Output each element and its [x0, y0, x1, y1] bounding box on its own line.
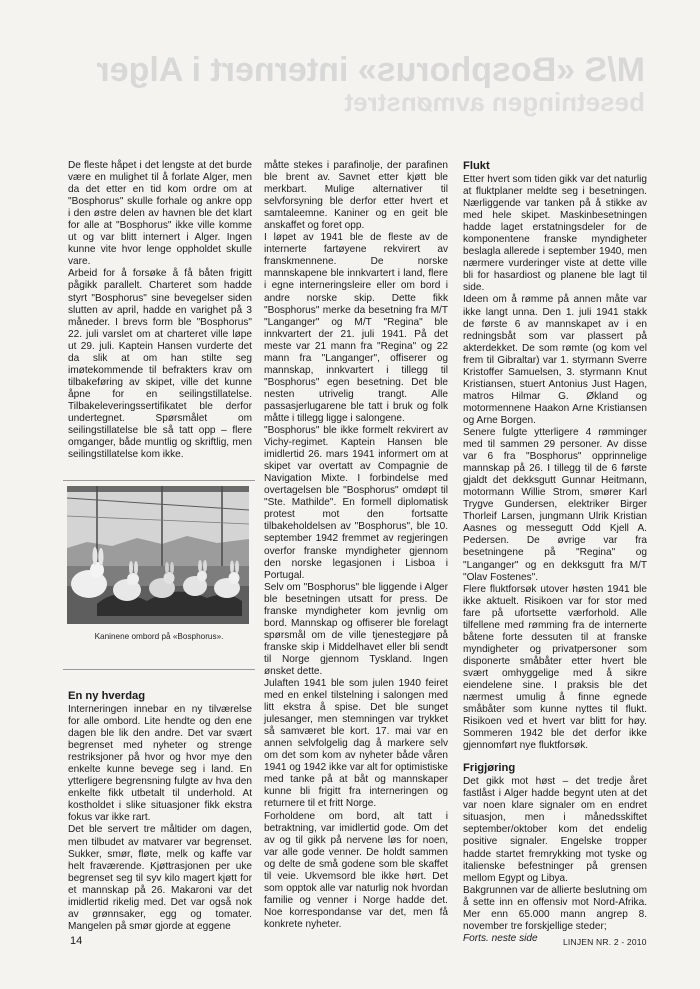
section-heading-frigjoring: Frigjøring: [463, 762, 516, 775]
section-body: Interneringen innebar en ny tilværelse for alle ombord. Lite hendte og den ene dagen ble lik den andre. Det var svært begrenset med nyheter og strenge restriksjoner på hvor og hvor mye den enkelte kunne bevege seg i land. En ytterligere begrensning fulgte av hva den enkelte fikk utbetalt til underhold. At kostholdet i slike situasjoner fikk ekstra fokus var ikke rart. Det ble servert tre måltider om dagen, men tilbudet av matvarer var begrenset. Sukker, smør, fløte, melk og kaffe var helt fraværende. Kjøttrasjonen per uke begrenset seg til syv kilo magert kjøtt for et mannskap på 26. Makaroni var det imidlertid rikelig med. Det var også nok av grønnsaker, egg og tomater. Mangelen på smør gjorde at eggene: [68, 704, 252, 932]
column-2: [264, 160, 448, 931]
rabbits-photo: [67, 486, 249, 624]
section-ny-hverdag: [68, 690, 252, 933]
section-heading-flukt: Flukt: [463, 160, 490, 172]
section-heading: En ny hverdag: [68, 690, 146, 702]
journal-footer: LINJEN NR. 2 - 2010: [563, 937, 647, 947]
photo-caption: Kaninene ombord på «Bosphorus».: [94, 632, 224, 641]
continued-note: Forts. neste side: [463, 932, 538, 944]
ghost-subtitle: besetningen avmønstret: [344, 87, 645, 117]
section-body-frigjoring: Det gikk mot høst – det tredje året fastlåst i Alger hadde begynt uten at det var noen klare signaler om en endret situasjon, men i månedsskiftet september/oktober kom det endelig positive signaler. Engelske tropper hadde startet fremrykking mot tyske og italienske befestninger på grensen mellom Egypt og Libya. Bakgrunnen var de allierte beslutning om å sette inn en offensiv mot Nord-Afrika. Mer enn 65.000 mann angrep 8. november tre forskjellige steder;: [463, 776, 647, 932]
ghost-title: M/S «Bosphorus» internert i Alger: [96, 52, 645, 89]
section-body-flukt: Etter hvert som tiden gikk var det naturlig at fluktplaner meldte seg i besetningen. Nærliggende var tanken på å stikke av med hele skipet. Maskinbesetningen hadde laget erstatningsdeler for de komponentene franske myndigheter beslagla allerede i september 1940, men nærmere vurderinger viste at dette ville bli for hasardiost og planene ble lagt til side. Ideen om å rømme på annen måte var ikke langt unna. Den 1. juli 1941 stakk de første 6 av mannskapet av i en redningsbåt som var plassert på akterdekket. De som rømte (og kom vel frem til Gibraltar) var 1. styrmann Sverre Kristoffer Samuelsen, 3. styrmann Knut Kristiansen, stuert Antonius Just Hagen, matros Hilmar G. Økland og motormennene Haakon Arne Kristiansen og Arne Borgen. Senere fulgte ytterligere 4 rømminger med til sammen 29 personer. Av disse var 6 fra "Bosphorus" opprinnelige mannskap på 26. I tillegg til de 6 første gjaldt det dekksgutt Gunnar Heitmann, motormann Willie Strom, smører Karl Trygve Gundersen, elektriker Birger Thorleif Larsen, jungmann Ulrik Kristian Aasnes og messegutt Odd Kjell A. Pedersen. De øvrige var fra besetningene på "Regina" og "Langanger" og en dekksgutt fra M/T "Olav Fostenes". Flere fluktforsøk utover høsten 1941 ble ikke aktuelt. Risikoen var for stor med fare på ufortsette værforhold. Alle tilfellene med rømming fra de internerte båtene forte dessuten til at franske myndigheter og privatpersoner som disponerte småbåter etter hvert ble svært omhyggelige med å sikre eiendelene sine. I praksis ble det nærmest umulig å finne egnede småbåter som kunne nyttes til flukt. Risikoen ved et hvert var blitt for høy. Sommeren 1942 ble det derfor ikke gjennomført nye fluktforsøk.: [463, 174, 647, 752]
page-number: 14: [70, 935, 83, 947]
column-2-body: måtte stekes i parafinolje, der parafinen ble brent av. Savnet etter kjøtt ble merkbart. Mulige alternativer til selvforsyning ble derfor etter hvert et samtaleemne. Kaniner og en geit ble anskaffet og foret opp. I løpet av 1941 ble de fleste av de internerte fartøyene rekvirert av franskmennene. De norske mannskapene ble innkvartert i land, flere i egne interneringsleire eller om bord i andre norske skip. Dette fikk "Bosphorus" merke da besetning fra M/T "Langanger" og M/T "Regina" ble innkvartert der 21. juli 1941. På det meste var 21 mann fra "Regina" og 22 mann fra "Langanger", offiserer og mannskap, innkvartert i tillegg til "Bosphorus" egen besetning. Det ble nesten utrivelig trangt. Alle passasjerlugarene ble tatt i bruk og folk måtte i tillegg ligge i salongene. "Bosphorus" ble ikke formelt rekvirert av Vichy-regimet. Kaptein Hansen ble imidlertid 26. mars 1941 informert om at skipet var overtatt av Compagnie de Navigation Mixte. I forbindelse med overtagelsen ble "Bosphorus" omdøpt til "Ste. Mathilde". En formell diplomatisk protest mot den fortsatte tilbakeholdelsen av "Bosphorus", ble 10. september 1942 fremmet av regjeringen overfor franske myndigheter gjennom den norske legasjonen i Lisboa i Portugal. Selv om "Bosphorus" ble liggende i Alger ble besetningen utsatt for press. De franske myndigheter kom jevnlig om bord. Mannskap og offiserer ble forelagt spørsmål om de ville tjenestegjøre på franske skip i Middelhavet eller bli sendt til Norge gjennom Tyskland. Ingen ønsket dette. Julaften 1941 ble som julen 1940 feiret med en enkel tilstelning i salongen med litt ekstra å spise. Det ble sunget julesanger, men stemningen var trykket så samværet ble kort. 17. mai var en annen selvfolgelig dag å markere selv om det som kom av nyheter både våren 1941 og 1942 ikke var alt for optimistiske med tanke på at båt og mannskaper kunne bli frigitt fra interneringen og returnere til et fritt Norge. Forholdene om bord, alt tatt i betraktning, var imidlertid gode. Om det av og til gikk på nervene løs for noen, var alle gode venner. De holdt sammen og delte de små godene som ble skaffet til veie. Ukvemsord ble ikke hørt. Det som opptok alle var naturlig nok hvordan familie og venner i Norge hadde det. Noe korrespondanse var det, men få konkrete nyheter.: [264, 160, 448, 930]
show-through-header: [70, 52, 645, 120]
column-3: [463, 160, 647, 945]
photo-figure: [63, 480, 255, 670]
intro-paragraph: De fleste håpet i det lengste at det burde være en mulighet til å forlate Alger, men da det etter en tid kom ordre om at "Bosphorus" skulle forhale og ankre opp i den østre delen av havnen ble det klart for alle at "Bosphorus" ikke ville komme ut og var blitt internert i Alger. Ingen kunne vite hvor lenge oppholdet skulle vare. Arbeid for å forsøke å få båten frigitt pågikk parallelt. Charteret som hadde styrt "Bosphorus" sine bevegelser siden slutten av april, hadde en varighet på 3 måneder. I brevs form ble "Bosphorus" 22. juli varslet om at charteret ville løpe ut 29. juli. Kaptein Hansen vurderte det da slik at om han stilte seg imøtekommende til befrakters krav om tilbakeføring av skipet, ville det kunne åpne for en seilingstillatelse. Tilbakeleveringssertifikatet ble derfor undertegnet. Spørsmålet om seilingstillatelse ble så tatt opp – flere omganger, både muntlig og skriftlig, men seilingstillatelse kom ikke.: [68, 160, 252, 461]
